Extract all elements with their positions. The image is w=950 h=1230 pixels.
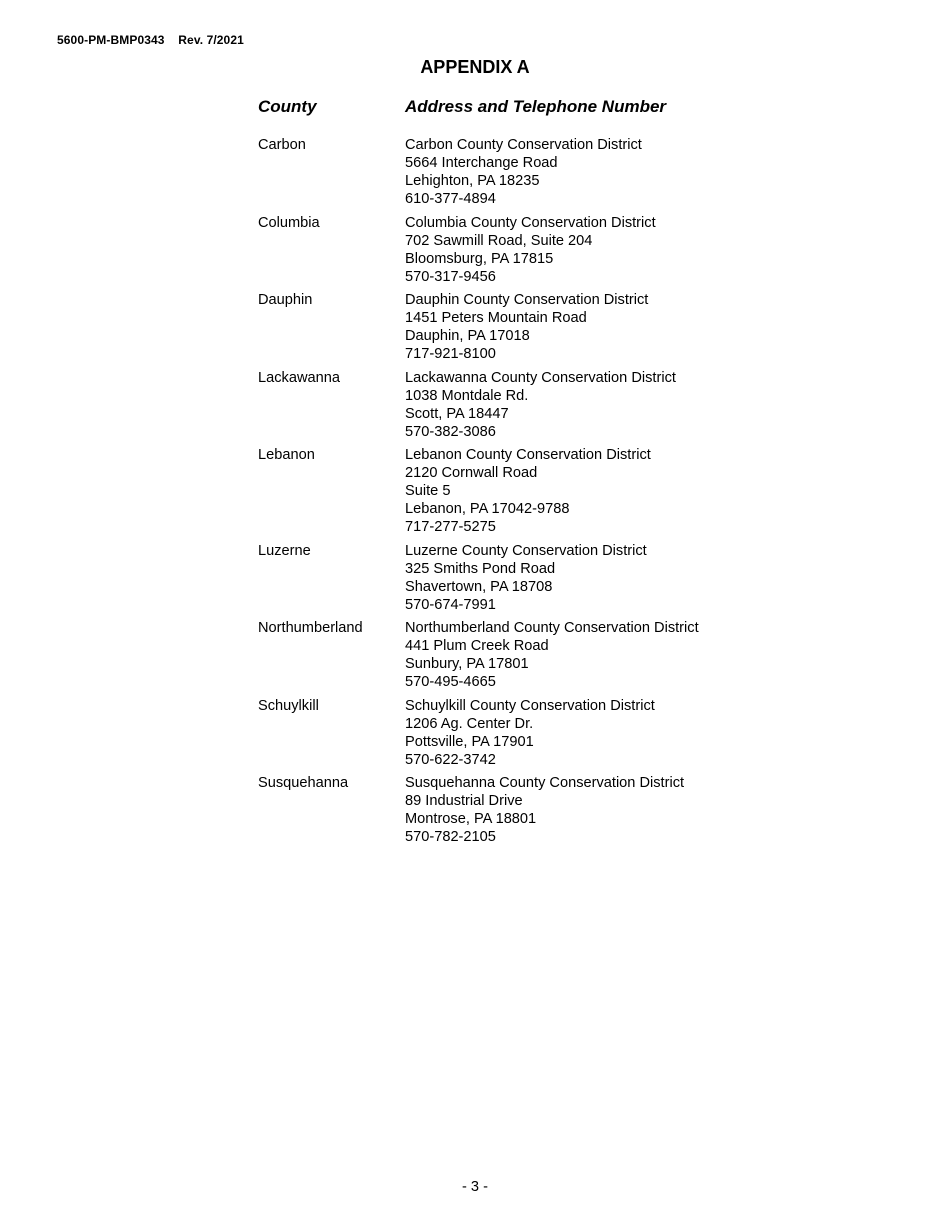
address-line: Pottsville, PA 17901	[405, 733, 534, 750]
address-line: Suite 5	[405, 483, 451, 499]
address-line: Luzerne County Conservation District	[405, 542, 647, 559]
address-line: 5664 Interchange Road	[405, 155, 558, 171]
address-line: Carbon County Conservation District	[405, 137, 642, 153]
address-line: Columbia County Conservation District	[405, 214, 656, 231]
address-line: Dauphin County Conservation District	[405, 292, 649, 308]
address-line: Schuylkill County Conservation District	[405, 697, 655, 714]
telephone-number: 570-495-4665	[405, 674, 496, 690]
telephone-number: 570-782-2105	[405, 829, 496, 845]
county-name: Northumberland	[258, 620, 363, 636]
address-block	[405, 446, 778, 536]
list-item	[258, 214, 778, 286]
list-item	[258, 136, 778, 208]
telephone-number: 570-622-3742	[405, 751, 496, 768]
telephone-number: 570-382-3086	[405, 423, 496, 440]
address-line: Montrose, PA 18801	[405, 811, 537, 827]
address-line: Northumberland County Conservation District	[405, 620, 699, 636]
address-block	[405, 697, 778, 769]
list-item	[258, 619, 778, 691]
address-line: Lebanon, PA 17042-9788	[405, 501, 570, 517]
telephone-number: 717-277-5275	[405, 519, 496, 535]
address-line: 1038 Montdale Rd.	[405, 387, 529, 404]
address-line: 89 Industrial Drive	[405, 793, 523, 809]
list-item	[258, 291, 778, 363]
address-line: Shavertown, PA 18708	[405, 578, 553, 595]
address-block	[405, 369, 778, 441]
county-name: Lackawanna	[258, 369, 340, 386]
address-line: 441 Plum Creek Road	[405, 638, 549, 654]
column-header-address: Address and Telephone Number	[405, 97, 667, 116]
telephone-number: 610-377-4894	[405, 191, 496, 207]
county-name: Dauphin	[258, 292, 313, 308]
address-line: Dauphin, PA 17018	[405, 328, 530, 344]
list-item	[258, 446, 778, 536]
county-name: Schuylkill	[258, 697, 319, 714]
address-line: Susquehanna County Conservation District	[405, 775, 685, 791]
address-line: Lackawanna County Conservation District	[405, 369, 676, 386]
list-item	[258, 697, 778, 769]
county-name: Susquehanna	[258, 775, 349, 791]
address-line: Sunbury, PA 17801	[405, 656, 529, 672]
column-header-county: County	[258, 97, 317, 116]
address-line: Scott, PA 18447	[405, 405, 509, 422]
address-block	[405, 619, 778, 691]
address-block	[405, 291, 778, 363]
list-item	[258, 774, 778, 846]
county-name: Columbia	[258, 214, 320, 231]
telephone-number: 717-921-8100	[405, 346, 496, 362]
address-block	[405, 542, 778, 614]
address-block	[405, 214, 778, 286]
address-line: Lehighton, PA 18235	[405, 173, 540, 189]
county-name: Lebanon	[258, 447, 315, 463]
form-identifier: 5600-PM-BMP0343 Rev. 7/2021	[57, 33, 244, 47]
address-line: 325 Smiths Pond Road	[405, 560, 556, 577]
county-name: Carbon	[258, 137, 306, 153]
page-number: - 3 -	[462, 1179, 488, 1195]
list-item	[258, 369, 778, 441]
address-line: 1451 Peters Mountain Road	[405, 310, 587, 326]
address-block	[405, 774, 778, 846]
address-line: 702 Sawmill Road, Suite 204	[405, 232, 593, 249]
address-line: 2120 Cornwall Road	[405, 465, 538, 481]
telephone-number: 570-317-9456	[405, 268, 496, 285]
address-block	[405, 136, 778, 208]
address-line: 1206 Ag. Center Dr.	[405, 715, 534, 732]
address-line: Bloomsburg, PA 17815	[405, 250, 554, 267]
county-address-list	[258, 136, 778, 852]
county-name: Luzerne	[258, 542, 311, 559]
page-title: APPENDIX A	[420, 57, 530, 77]
telephone-number: 570-674-7991	[405, 596, 496, 613]
list-item	[258, 542, 778, 614]
address-line: Lebanon County Conservation District	[405, 447, 651, 463]
